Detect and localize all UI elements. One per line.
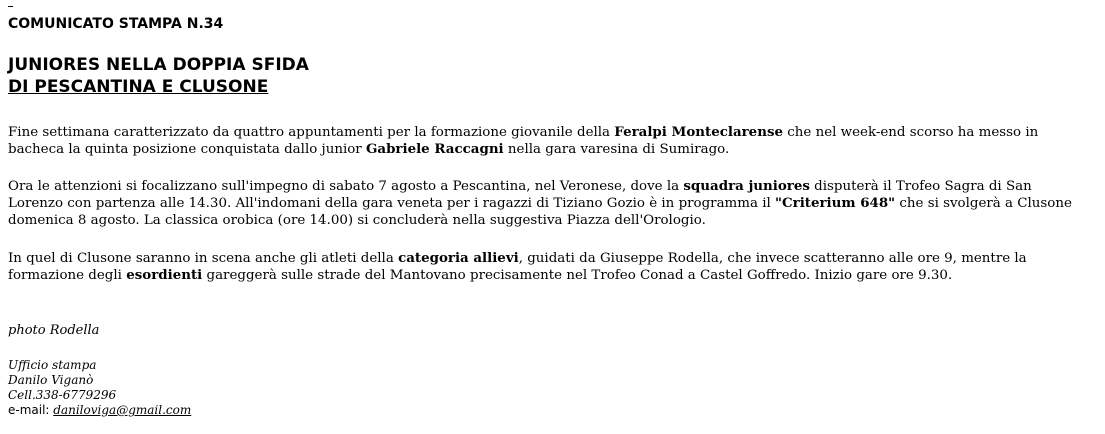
signature-phone: Cell.338-6779296 [8, 388, 117, 402]
signature-email-line [8, 403, 191, 418]
text-segment: che nel week-end scorso ha messo in [783, 125, 1039, 140]
text-segment: In quel di Clusone saranno in scena anche gli atleti della [8, 251, 399, 266]
paragraph-1-line-1 [8, 124, 1098, 141]
race-name: "Criterium 648" [775, 195, 896, 211]
paragraph-1-line-2 [8, 141, 1098, 158]
category-name: esordienti [126, 267, 203, 283]
text-segment: gareggerà sulle strade del Mantovano precisamente nel Trofeo Conad a Castel Goffredo. Inizio gare ore 9.30. [202, 268, 953, 283]
text-segment: disputerà il Trofeo Sagra di San [809, 179, 1032, 194]
headline-line-2: DI PESCANTINA E CLUSONE [8, 77, 269, 97]
category-name: categoria allievi [398, 250, 519, 266]
signature-name: Danilo Viganò [8, 373, 94, 387]
paragraph-1 [8, 124, 1098, 158]
email-link[interactable]: daniloviga@gmail.com [53, 403, 192, 417]
text-segment: Ora le attenzioni si focalizzano sull'impegno di sabato 7 agosto a Pescantina, nel Veronese, dove la [8, 179, 684, 194]
text-segment: formazione degli [8, 268, 127, 283]
paragraph-2-line-2 [8, 195, 1098, 212]
text-segment: bacheca la quinta posizione conquistata dallo junior [8, 142, 366, 157]
text-segment: che si svolgerà a Clusone [895, 196, 1072, 211]
signature-block [8, 358, 191, 418]
signature-office: Ufficio stampa [8, 358, 97, 372]
paragraph-2-line-1 [8, 178, 1098, 195]
email-label: e-mail: [8, 403, 54, 417]
headline [8, 54, 309, 98]
press-release-number: COMUNICATO STAMPA N.34 [8, 16, 224, 32]
paragraph-3-line-1 [8, 250, 1098, 267]
text-segment: nella gara varesina di Sumirago. [503, 142, 730, 157]
text-segment: Lorenzo con partenza alle 14.30. All'indomani della gara veneta per i ragazzi di Tiziano Gozio è in programma il [8, 196, 776, 211]
paragraph-2 [8, 178, 1098, 229]
paragraph-3-line-2 [8, 267, 1098, 284]
paragraph-3 [8, 250, 1098, 284]
text-segment: Fine settimana caratterizzato da quattro appuntamenti per la formazione giovanile della [8, 125, 615, 140]
headline-line-1: JUNIORES NELLA DOPPIA SFIDA [8, 55, 309, 75]
squad-name: squadra juniores [683, 178, 810, 194]
paragraph-2-line-3: domenica 8 agosto. La classica orobica (ore 14.00) si concluderà nella suggestiva Piazza dell'Orologio. [8, 213, 706, 228]
photo-credit: photo Rodella [8, 323, 100, 338]
text-segment: , guidati da Giuseppe Rodella, che invece scatteranno alle ore 9, mentre la [518, 251, 1027, 266]
athlete-name: Gabriele Raccagni [365, 141, 504, 157]
team-name: Feralpi Monteclarense [614, 124, 784, 140]
top-rule [8, 6, 13, 7]
